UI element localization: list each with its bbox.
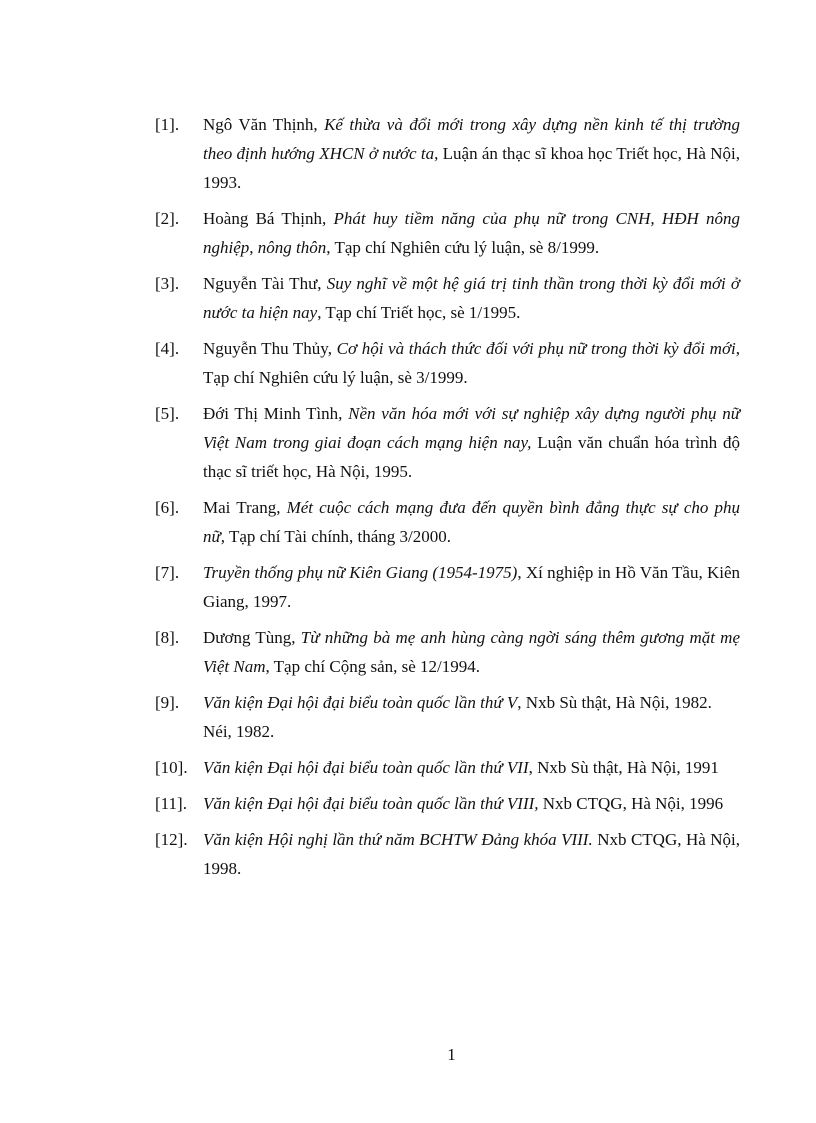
reference-text [203, 623, 740, 681]
reference-author: Nguyễn Tài Thư, [203, 274, 327, 293]
reference-number: [8]. [155, 628, 180, 647]
reference-title: Từ những bà mẹ anh hùng càng ngời sáng thêm gương mặt mẹ Việt Nam [203, 628, 740, 676]
reference-number: [7]. [155, 563, 180, 582]
reference-title: Suy nghĩ về một hệ giá trị tinh thần trong thời kỳ đổi mới ở nước ta hiện nay [203, 274, 741, 322]
reference-author: Dương Tùng, [203, 628, 301, 647]
reference-text [203, 493, 740, 551]
reference-title: Kế thừa và đổi mới trong xây dựng nền kinh tế thị trường theo định hướng XHCN ở nước ta [203, 115, 740, 163]
reference-text [203, 110, 740, 197]
reference-title: Văn kiện Đại hội đại biểu toàn quốc lần thứ V [203, 693, 518, 712]
reference-item [155, 688, 740, 746]
reference-list [155, 110, 740, 890]
reference-number: [11]. [155, 794, 187, 813]
reference-author: Hoàng Bá Thịnh, [203, 209, 334, 228]
reference-publication: Tạp chí Tài chính, tháng 3/2000. [225, 527, 452, 546]
reference-publication: , Tạp chí Nghiên cứu lý luận, sè 3/1999. [203, 339, 740, 387]
reference-publication: , Nxb Sù thật, Hà Nội, 1982. [517, 693, 712, 712]
reference-publication: , Nxb Sù thật, Hà Nội, 1991 [528, 758, 719, 777]
reference-text [203, 825, 740, 883]
reference-item [155, 753, 740, 782]
reference-publication: , Tạp chí Cộng sản, sè 12/1994. [265, 657, 481, 676]
reference-number: [12]. [155, 830, 188, 849]
reference-item [155, 623, 740, 681]
reference-item [155, 334, 740, 392]
reference-author: Đới Thị Minh Tình, [203, 404, 349, 423]
reference-number: [3]. [155, 274, 180, 293]
reference-text [203, 753, 740, 782]
reference-publication: Nxb CTQG, Hà Nội, 1996 [538, 794, 724, 813]
reference-author: Mai Trang, [203, 498, 287, 517]
reference-item [155, 789, 740, 818]
reference-item [155, 558, 740, 616]
reference-title: Mét cuộc cách mạng đưa đến quyền bình đẳng thực sự cho phụ nữ, [203, 498, 740, 546]
reference-number: [2]. [155, 209, 180, 228]
reference-text [203, 269, 740, 327]
reference-title: Cơ hội và thách thức đối với phụ nữ trong thời kỳ đổi mới [336, 339, 736, 358]
reference-item [155, 110, 740, 197]
reference-item [155, 493, 740, 551]
reference-title: Truyền thống phụ nữ Kiên Giang (1954-1975) [203, 563, 518, 582]
reference-item [155, 204, 740, 262]
reference-title: Phát huy tiềm năng của phụ nữ trong CNH, HĐH nông nghiệp, nông thôn [203, 209, 740, 257]
reference-text [203, 688, 740, 746]
reference-item [155, 399, 740, 486]
page-number: 1 [447, 1045, 456, 1064]
reference-text [203, 334, 740, 392]
reference-number: [9]. [155, 693, 180, 712]
reference-number: [10]. [155, 758, 188, 777]
reference-publication: , Tạp chí Nghiên cứu lý luận, sè 8/1999. [326, 238, 600, 257]
reference-title: Văn kiện Đại hội đại biểu toàn quốc lần thứ VIII, [203, 794, 539, 813]
reference-extra-line: Néi, 1982. [203, 722, 275, 741]
reference-text [203, 789, 740, 818]
reference-author: Ngô Văn Thịnh, [203, 115, 325, 134]
reference-number: [4]. [155, 339, 180, 358]
reference-item [155, 825, 740, 883]
reference-publication: , Tạp chí Triết học, sè 1/1995. [317, 303, 521, 322]
reference-author: Nguyễn Thu Thủy, [203, 339, 337, 358]
reference-publication: Luận văn chuẩn hóa trình độ thạc sĩ triết học, Hà Nội, 1995. [203, 433, 740, 481]
reference-number: [1]. [155, 115, 180, 134]
reference-text [203, 204, 740, 262]
reference-publication: , Luận án thạc sĩ khoa học Triết học, Hà Nội, 1993. [203, 144, 740, 192]
reference-number: [6]. [155, 498, 180, 517]
reference-publication: Nxb CTQG, Hà Nội, 1998. [203, 830, 740, 878]
reference-text [203, 558, 740, 616]
reference-item [155, 269, 740, 327]
reference-number: [5]. [155, 404, 180, 423]
reference-text [203, 399, 740, 486]
reference-publication: , Xí nghiệp in Hồ Văn Tầu, Kiên Giang, 1997. [203, 563, 741, 611]
reference-title: Nền văn hóa mới với sự nghiệp xây dựng người phụ nữ Việt Nam trong giai đoạn cách mạng hiện nay, [203, 404, 741, 452]
reference-title: Văn kiện Đại hội đại biểu toàn quốc lần thứ VII [203, 758, 529, 777]
reference-title: Văn kiện Hội nghị lần thứ năm BCHTW Đảng khóa VIII. [203, 830, 593, 849]
